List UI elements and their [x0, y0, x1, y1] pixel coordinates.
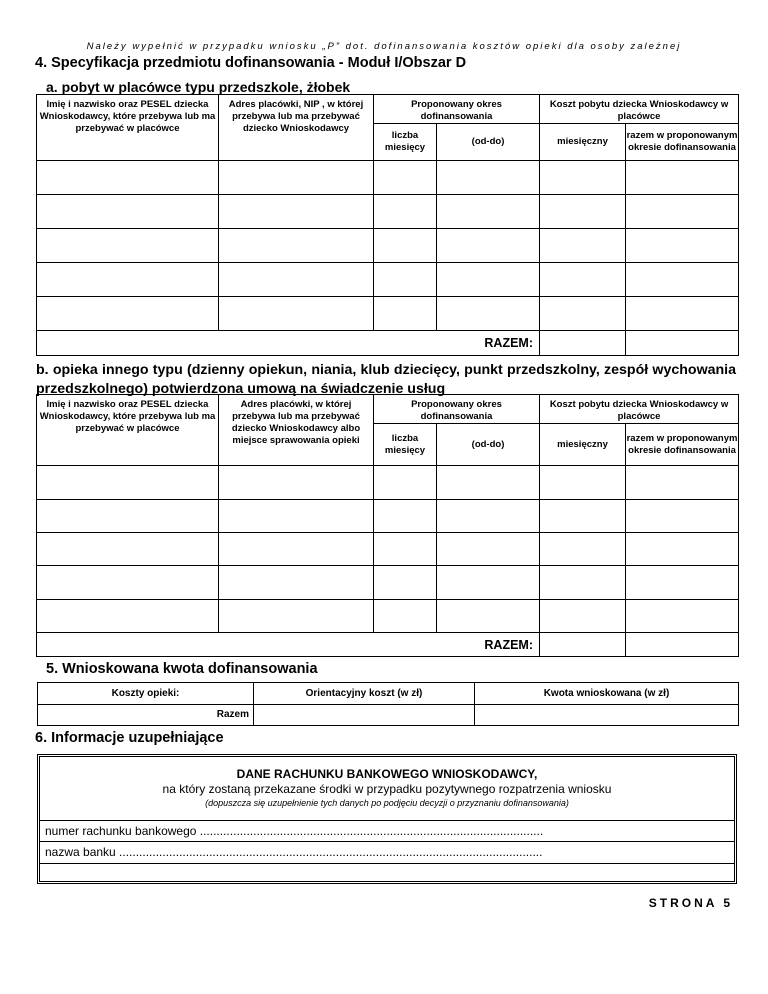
cell-total[interactable] [626, 263, 739, 297]
header-proposed-period: Proponowany okres dofinansowania [374, 395, 540, 424]
cell-monthly[interactable] [540, 263, 626, 297]
divider [40, 820, 734, 821]
table-b [36, 394, 739, 657]
cell-total[interactable] [626, 600, 739, 633]
cell-months-count[interactable] [374, 297, 437, 331]
table-row [37, 600, 739, 633]
cell-total[interactable] [626, 195, 739, 229]
section-5-title: 5. Wnioskowana kwota dofinansowania [46, 661, 318, 677]
header-total: razem w proponowanym okresie dofinansowania [626, 424, 739, 466]
cell-months-count[interactable] [374, 566, 437, 600]
cell-child-name[interactable] [37, 263, 219, 297]
page-number: STRONA 5 [648, 896, 733, 910]
account-number-field[interactable]: numer rachunku bankowego ....................................................................................................... [45, 824, 544, 838]
section-6-title: 6. Informacje uzupełniające [35, 730, 224, 746]
cell-child-name[interactable] [37, 297, 219, 331]
cell-total[interactable] [626, 297, 739, 331]
cell-child-name[interactable] [37, 500, 219, 533]
razem-label: RAZEM: [37, 633, 540, 657]
razem-monthly-cell[interactable] [540, 633, 626, 657]
cell-months-count[interactable] [374, 500, 437, 533]
cell-date-range[interactable] [437, 500, 540, 533]
razem-total-cell[interactable] [626, 633, 739, 657]
header-monthly: miesięczny [540, 124, 626, 161]
cell-care-address[interactable] [219, 500, 374, 533]
cell-total[interactable] [626, 466, 739, 500]
table-row [37, 263, 739, 297]
section-4b-title: b. opieka innego typu (dzienny opiekun, niania, klub dziecięcy, punkt przedszkolny, zespół wychowania przedszkolnego) potwierdzona umową na świadczenie usług [36, 362, 736, 397]
cell-months-count[interactable] [374, 533, 437, 566]
table-row [37, 161, 739, 195]
cell-date-range[interactable] [437, 466, 540, 500]
cell-total[interactable] [626, 161, 739, 195]
header-facility-address: Adres placówki, NIP , w której przebywa lub ma przebywać dziecko Wnioskodawcy [219, 95, 374, 161]
cell-child-name[interactable] [37, 161, 219, 195]
cell-date-range[interactable] [437, 533, 540, 566]
header-total: razem w proponowanym okresie dofinansowania [626, 124, 739, 161]
cell-months-count[interactable] [374, 600, 437, 633]
requested-amount-input[interactable] [475, 705, 739, 726]
table-row [37, 466, 739, 500]
table-row [37, 297, 739, 331]
bank-box-subtitle: na który zostaną przekazane środki w przypadku pozytywnego rozpatrzenia wniosku [162, 782, 612, 796]
header-child-name: Imię i nazwisko oraz PESEL dziecka Wnioskodawcy, które przebywa lub ma przebywać w placówce [37, 395, 219, 466]
cell-monthly[interactable] [540, 500, 626, 533]
header-proposed-period: Proponowany okres dofinansowania [374, 95, 540, 124]
section-4a-title: a. pobyt w placówce typu przedszkole, żłobek [46, 79, 351, 95]
header-child-name: Imię i nazwisko oraz PESEL dziecka Wnioskodawcy, które przebywa lub ma przebywać w placówce [37, 95, 219, 161]
cell-care-address[interactable] [219, 466, 374, 500]
form-instruction-note: Należy wypełnić w przypadku wniosku „P” dot. dofinansowania kosztów opieki dla osoby zależnej [86, 41, 682, 52]
cell-date-range[interactable] [437, 600, 540, 633]
section-4-title: 4. Specyfikacja przedmiotu dofinansowania - Moduł I/Obszar D [35, 55, 467, 71]
cell-facility-address[interactable] [219, 263, 374, 297]
header-date-range: (od-do) [437, 424, 540, 466]
cell-date-range[interactable] [437, 263, 540, 297]
header-stay-cost: Koszt pobytu dziecka Wnioskodawcy w placówce [540, 95, 739, 124]
table-row [37, 533, 739, 566]
cell-monthly[interactable] [540, 533, 626, 566]
table-row [37, 500, 739, 533]
cell-child-name[interactable] [37, 600, 219, 633]
razem-row [37, 331, 739, 356]
cell-months-count[interactable] [374, 195, 437, 229]
header-stay-cost: Koszt pobytu dziecka Wnioskodawcy w placówce [540, 395, 739, 424]
cell-care-address[interactable] [219, 600, 374, 633]
table-row [37, 195, 739, 229]
cell-child-name[interactable] [37, 533, 219, 566]
bank-box-note: (dopuszcza się uzupełnienie tych danych po podjęciu decyzji o przyznaniu dofinansowania) [205, 798, 569, 808]
cell-care-address[interactable] [219, 533, 374, 566]
estimated-cost-input[interactable] [254, 705, 475, 726]
table-a [36, 94, 739, 356]
cell-monthly[interactable] [540, 566, 626, 600]
header-date-range: (od-do) [437, 124, 540, 161]
cell-date-range[interactable] [437, 195, 540, 229]
razem-row [37, 633, 739, 657]
divider [40, 841, 734, 842]
funding-amount-table [37, 682, 739, 726]
cell-total[interactable] [626, 566, 739, 600]
cell-monthly[interactable] [540, 195, 626, 229]
header-care-costs: Koszty opieki: [38, 683, 254, 705]
bank-name-field[interactable]: nazwa banku ............................................................................................................................... [45, 845, 543, 859]
cell-facility-address[interactable] [219, 161, 374, 195]
table-row [37, 229, 739, 263]
bank-box-title: DANE RACHUNKU BANKOWEGO WNIOSKODAWCY, [236, 767, 538, 781]
cell-months-count[interactable] [374, 466, 437, 500]
cell-care-address[interactable] [219, 566, 374, 600]
razem-label: RAZEM: [37, 331, 540, 356]
razem-total-cell[interactable] [626, 331, 739, 356]
cell-facility-address[interactable] [219, 297, 374, 331]
cell-facility-address[interactable] [219, 195, 374, 229]
cell-months-count[interactable] [374, 229, 437, 263]
cell-date-range[interactable] [437, 566, 540, 600]
cell-monthly[interactable] [540, 466, 626, 500]
cell-date-range[interactable] [437, 229, 540, 263]
cell-months-count[interactable] [374, 263, 437, 297]
cell-child-name[interactable] [37, 229, 219, 263]
header-estimated-cost: Orientacyjny koszt (w zł) [254, 683, 475, 705]
razem-monthly-cell[interactable] [540, 331, 626, 356]
table-row [37, 566, 739, 600]
cell-date-range[interactable] [437, 161, 540, 195]
header-monthly: miesięczny [540, 424, 626, 466]
header-months-count: liczba miesięcy [374, 424, 437, 466]
cell-date-range[interactable] [437, 297, 540, 331]
cell-child-name[interactable] [37, 195, 219, 229]
cell-total[interactable] [626, 533, 739, 566]
cell-facility-address[interactable] [219, 229, 374, 263]
cell-child-name[interactable] [37, 566, 219, 600]
cell-monthly[interactable] [540, 229, 626, 263]
cell-total[interactable] [626, 229, 739, 263]
cell-monthly[interactable] [540, 161, 626, 195]
bank-account-box [37, 754, 737, 884]
cell-monthly[interactable] [540, 600, 626, 633]
header-months-count: liczba miesięcy [374, 124, 437, 161]
razem-label: Razem [38, 705, 254, 726]
cell-child-name[interactable] [37, 466, 219, 500]
cell-total[interactable] [626, 500, 739, 533]
divider [40, 863, 734, 864]
header-requested-amount: Kwota wnioskowana (w zł) [475, 683, 739, 705]
cell-months-count[interactable] [374, 161, 437, 195]
cell-monthly[interactable] [540, 297, 626, 331]
header-care-address: Adres placówki, w której przebywa lub ma przebywać dziecko Wnioskodawcy albo miejsce sprawowania opieki [219, 395, 374, 466]
